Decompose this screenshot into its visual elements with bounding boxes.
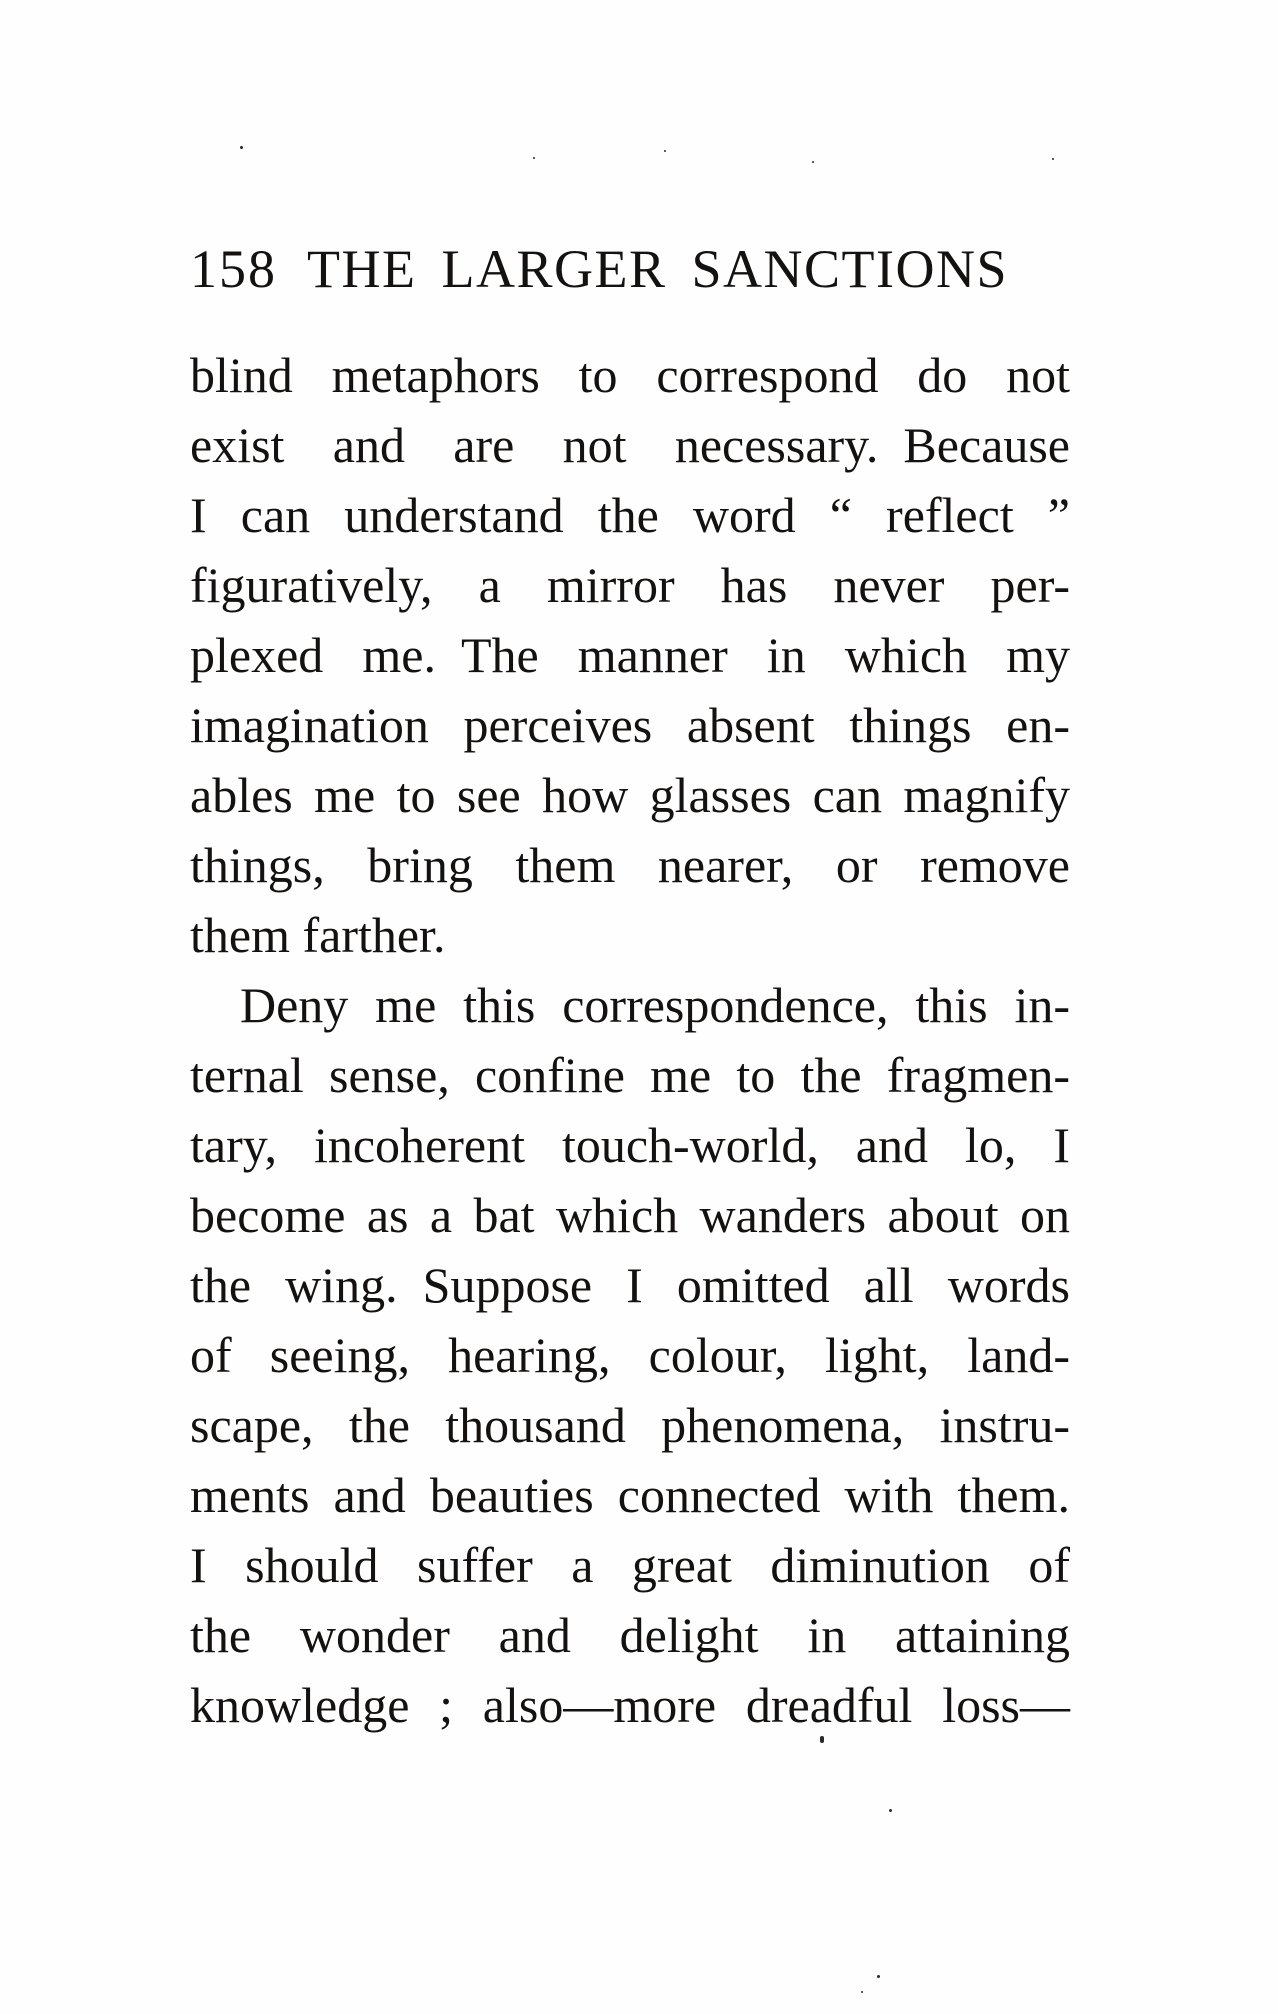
body-text [190,340,1070,1740]
paragraph-1 [190,340,1070,970]
page-header [190,239,1080,299]
scan-speck [240,146,243,149]
scan-speck [877,1975,880,1978]
text-line-03: I can understand the word “ reflect ” [190,487,1070,543]
scan-speck [664,150,666,152]
scan-speck [889,1809,892,1812]
page-number: 158 [190,239,277,299]
text-line-10: Deny me this correspondence, this in- [240,977,1070,1033]
text-line-17: ments and beauties connected with them. [190,1467,1070,1523]
text-line-05: plexed me. The manner in which my [190,627,1070,683]
scan-speck [861,1991,863,1993]
text-line-13: become as a bat which wanders about on [190,1187,1070,1243]
text-line-07: ables me to see how glasses can magnify [190,767,1070,823]
scan-speck [812,161,814,163]
running-title: THE LARGER SANCTIONS [307,239,1009,299]
text-line-15: of seeing, hearing, colour, light, land- [190,1327,1070,1383]
text-line-14: the wing. Suppose I omitted all words [190,1257,1070,1313]
text-line-04: figuratively, a mirror has never per- [190,557,1070,613]
text-line-09: them farther. [190,907,446,963]
text-line-16: scape, the thousand phenomena, instru- [190,1397,1070,1453]
scan-speck [820,1736,824,1743]
paragraph-2 [190,970,1070,1740]
text-line-08: things, bring them nearer, or remove [190,837,1070,893]
text-line-01: blind metaphors to correspond do not [190,347,1070,403]
text-line-12: tary, incoherent touch-world, and lo, I [190,1117,1070,1173]
text-line-06: imagination perceives absent things en- [190,697,1070,753]
scan-speck [1052,158,1054,160]
scan-speck [533,157,535,159]
text-line-11: ternal sense, confine me to the fragmen- [190,1047,1070,1103]
text-line-20: knowledge ; also—more dreadful loss— [190,1677,1070,1733]
text-line-19: the wonder and delight in attaining [190,1607,1070,1663]
text-line-18: I should suffer a great diminution of [190,1537,1070,1593]
text-line-02: exist and are not necessary. Because [190,417,1070,473]
